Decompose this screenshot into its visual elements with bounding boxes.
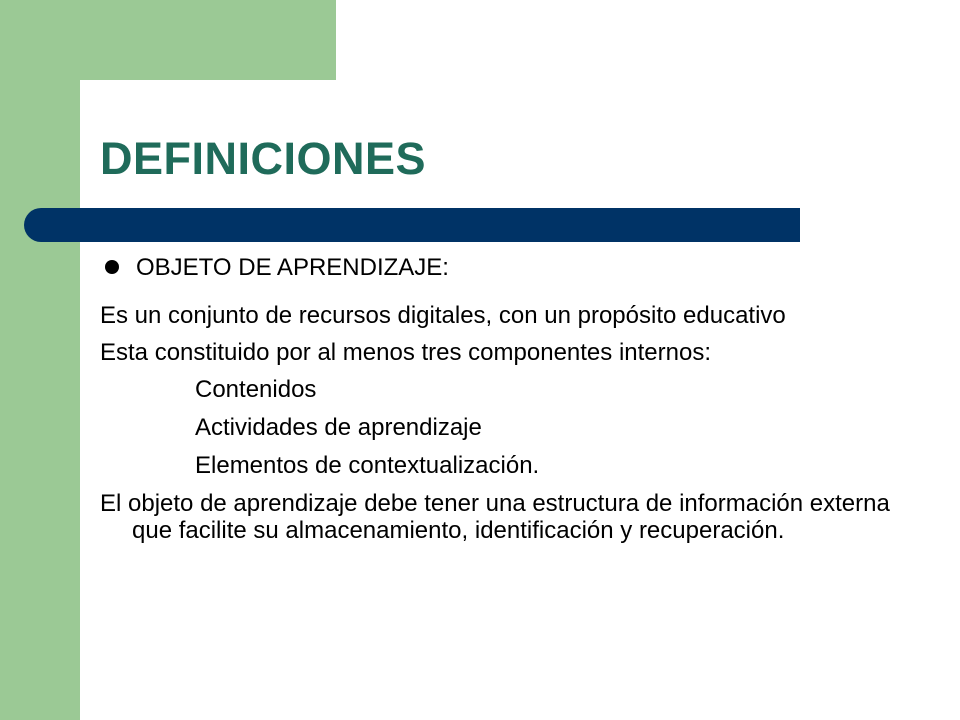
component-item: Contenidos [195, 376, 317, 403]
bullet-item [100, 248, 920, 288]
bullet-dot-icon [105, 260, 119, 274]
components-intro: Esta constituido por al menos tres componentes internos: [100, 339, 711, 366]
component-item: Elementos de contextualización. [195, 452, 540, 479]
closing-paragraph: El objeto de aprendizaje debe tener una estructura de información externa que facilite su almacenamiento, identificación y recuperación. [100, 490, 890, 544]
bullet-text: OBJETO DE APRENDIZAJE: [136, 254, 449, 281]
slide-title: DEFINICIONES [100, 133, 427, 184]
green-top-block [0, 0, 336, 80]
title-rule [24, 208, 800, 242]
component-item: Actividades de aprendizaje [195, 414, 482, 441]
definition-paragraph: Es un conjunto de recursos digitales, con un propósito educativo [100, 302, 786, 329]
slide-body [100, 248, 920, 554]
green-side-band [0, 0, 80, 720]
